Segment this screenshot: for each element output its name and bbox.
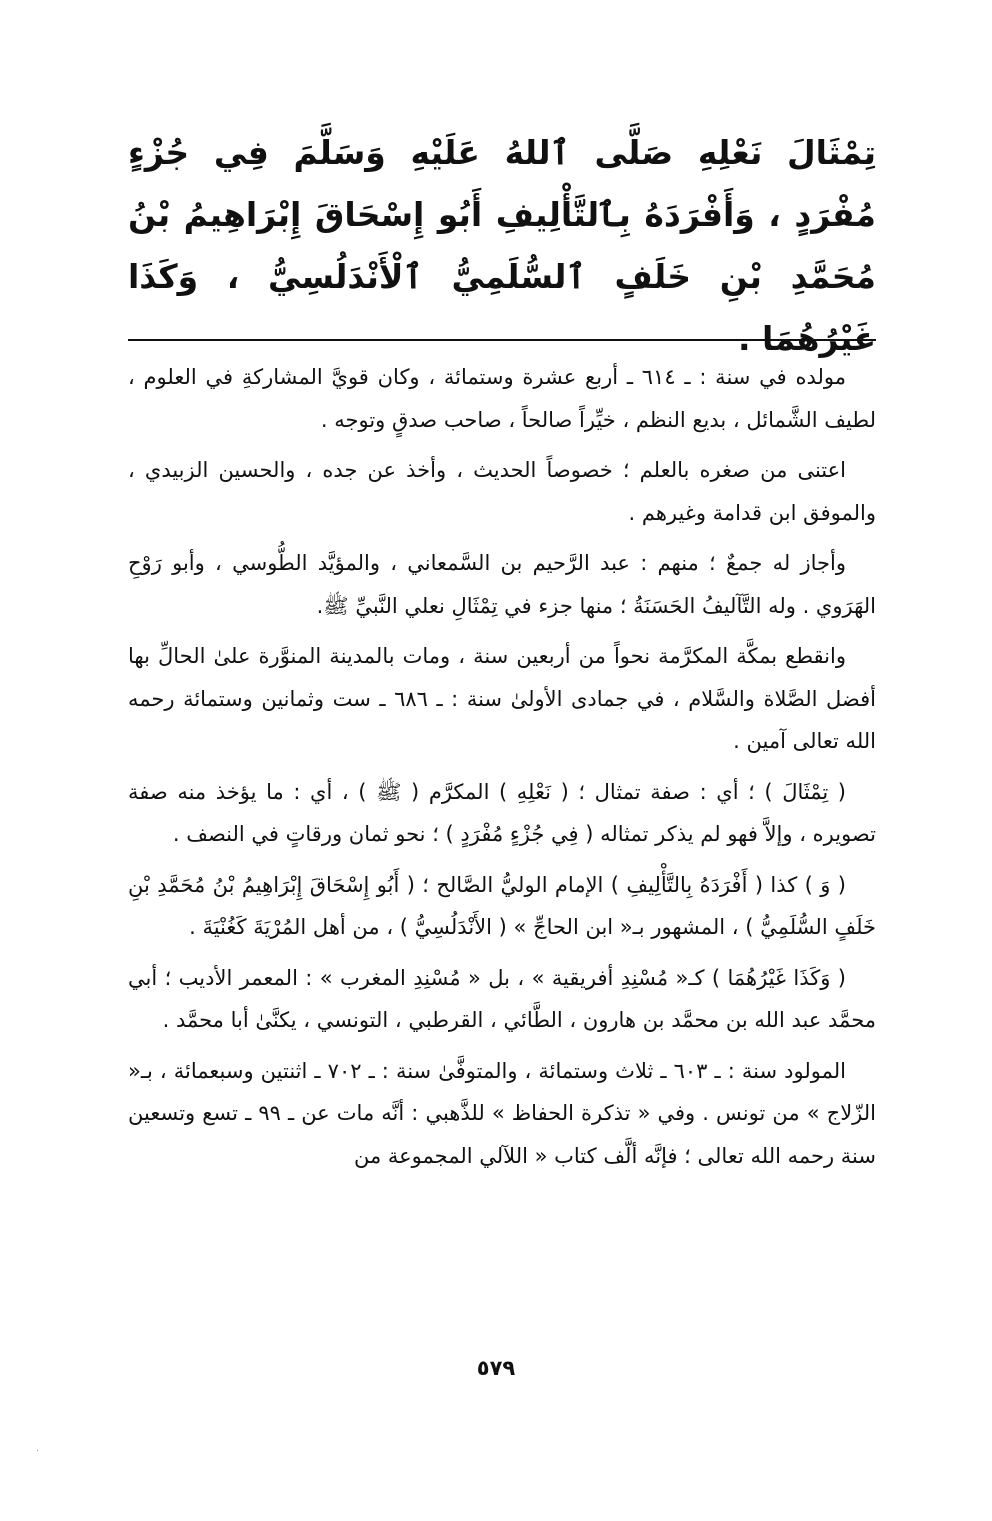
footnote-divider [128, 339, 876, 341]
margin-speck: · [36, 1446, 40, 1457]
commentary-paragraph-3: وأجاز له جمعٌ ؛ منهم : عبد الرَّحيم بن السَّمعاني ، والمؤيَّد الطُّوسي ، وأبو رَوْحِ الهَرَوي . وله التَّآليفُ الحَسَنَةُ ؛ منها جزء في تِمْثَالِ نعلي النَّبيِّ ﷺ. [128, 551, 876, 618]
commentary-paragraph-1: مولده في سنة : ـ ٦١٤ ـ أربع عشرة وستمائة ، وكان قويَّ المشاركةِ في العلوم ، لطيف الشَّمائل ، بديع النظم ، خيِّراً صالحاً ، صاحب صدقٍ وتوجه . [128, 365, 876, 432]
page-number: ٥٧٩ [476, 1356, 516, 1380]
main-text-block [128, 122, 876, 370]
main-text-paragraph: تِمْثَالَ نَعْلِهِ صَلَّى ٱللهُ عَلَيْهِ وَسَلَّمَ فِي جُزْءٍ مُفْرَدٍ ، وَأَفْرَدَهُ بِٱلتَّأْلِيفِ أَبُو إِسْحَاقَ إِبْرَاهِيمُ بْنُ مُحَمَّدِ بْنِ خَلَفٍ ٱلسُّلَمِيُّ ٱلْأَنْدَلُسِيُّ ، وَكَذَا غَيْرُهُمَا . [128, 133, 876, 358]
commentary-paragraph-4: وانقطع بمكَّة المكرَّمة نحواً من أربعين سنة ، ومات بالمدينة المنوَّرة علىٰ الحالِّ بها أفضل الصَّلاة والسَّلام ، في جمادى الأولىٰ سنة : ـ ٦٨٦ ـ ست وثمانين وستمائة رحمه الله تعالى آمين . [128, 644, 876, 753]
commentary-paragraph-8: المولود سنة : ـ ٦٠٣ ـ ثلاث وستمائة ، والمتوفَّىٰ سنة : ـ ٧٠٢ ـ اثنتين وسبعمائة ، بـ« الزّلاج » من تونس . وفي « تذكرة الحفاظ » للذَّهبي : أنَّه مات عن ـ ٩٩ ـ تسع وتسعين سنة رحمه الله تعالى ؛ فإنَّه ألَّف كتاب « اللآلي المجموعة من [128, 1058, 877, 1168]
commentary-paragraph-7: ( وَكَذَا غَيْرُهُمَا ) كـ« مُسْنِدِ أفريقية » ، بل « مُسْنِدِ المغرب » : المعمر الأديب ؛ أبي محمَّد عبد الله بن محمَّد بن هارون ، الطَّائي ، القرطبي ، التونسي ، يكنَّىٰ أبا محمَّد . [128, 965, 876, 1032]
commentary-paragraph-2: اعتنى من صغره بالعلم ؛ خصوصاً الحديث ، وأخذ عن جده ، والحسين الزبيدي ، والموفق ابن قدامة وغيرهم . [128, 458, 876, 525]
commentary-paragraph-5: ( تِمْثَالَ ) ؛ أي : صفة تمثال ؛ ( نَعْلِهِ ) المكرَّم ( ﷺ ) ، أي : ما يؤخذ منه صفة تصويره ، وإلاَّ فهو لم يذكر تمثاله ( فِي جُزْءٍ مُفْرَدٍ ) ؛ نحو ثمان ورقاتٍ في النصف . [128, 779, 876, 846]
commentary-paragraph-6: ( وَ ) كذا ( أَفْرَدَهُ بِالتَّأْلِيفِ ) الإمام الوليُّ الصَّالح ؛ ( أَبُو إِسْحَاقَ إِبْرَاهِيمُ بْنُ مُحَمَّدِ بْنِ خَلَفٍ السُّلَمِيُّ ) ، المشهور بـ« ابن الحاجِّ » ( الأَنْدَلُسِيُّ ) ، من أهل المُرْيَةَ كَغُنْيَةَ . [128, 872, 876, 939]
commentary-block [128, 356, 876, 1185]
